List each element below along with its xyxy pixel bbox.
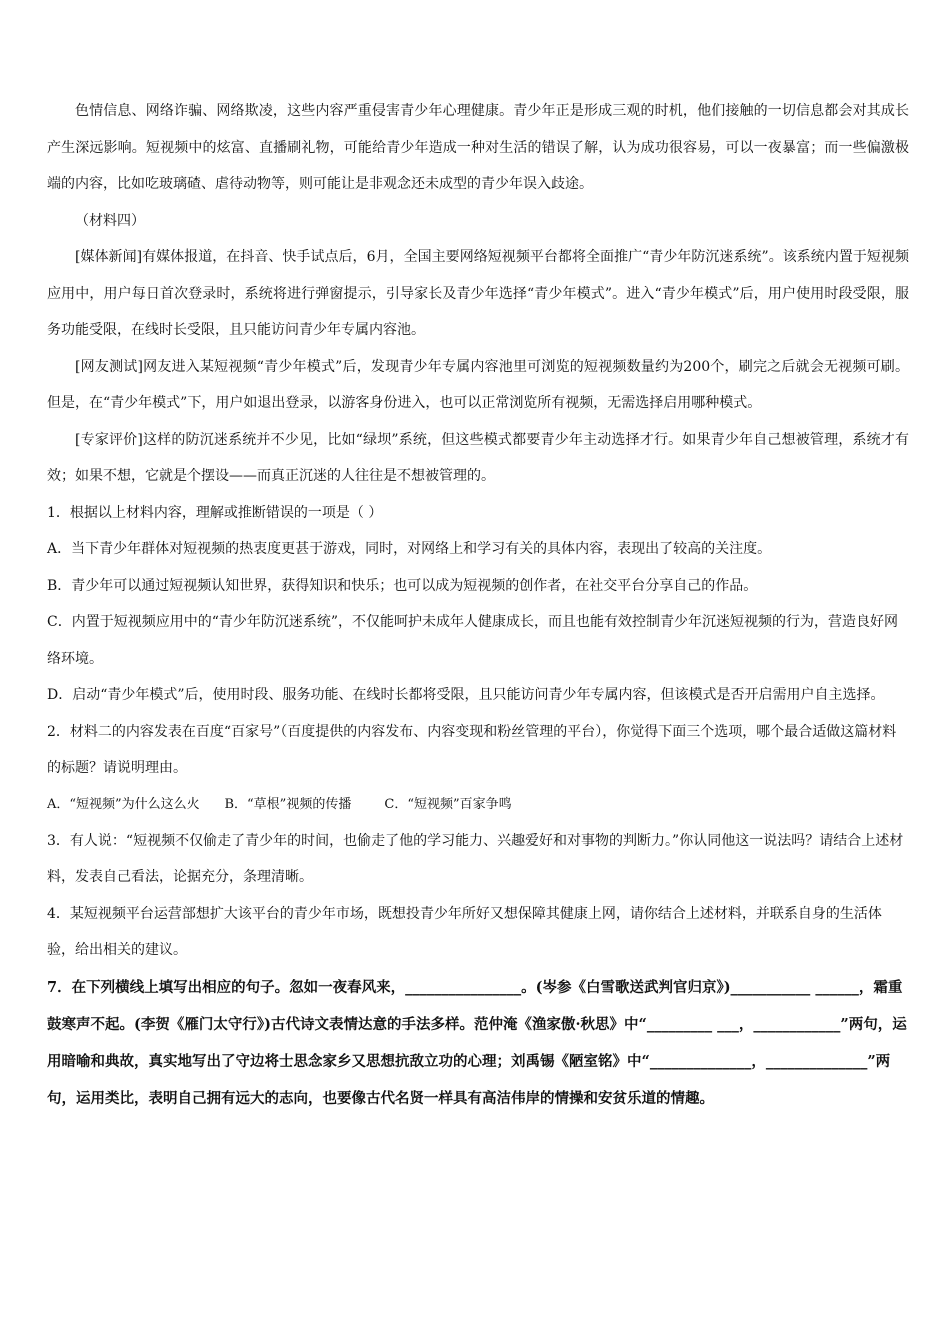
netizen-test-paragraph: [网友测试]网友进入某短视频“青少年模式”后，发现青少年专属内容池里可浏览的短视频数量约为200个，刷完之后就会无视频可刷。但是，在“青少年模式”下，用户如退出登录，以游客身份进入，也可以正常浏览所有视频，无需选择启用哪种模式。 [47, 358, 909, 411]
question-1-stem: 1．根据以上材料内容，理解或推断错误的一项是（ ） [47, 504, 383, 521]
expert-review-paragraph: [专家评价]这样的防沉迷系统并不少见，比如“绿坝”系统，但这些模式都要青少年主动选择才行。如果青少年自己想被管理，系统才有效；如果不想，它就是个摆设——而真正沉迷的人往往是不想被管理的。 [47, 431, 909, 484]
question-1-option-b: B．青少年可以通过短视频认知世界，获得知识和快乐；也可以成为短视频的创作者，在社交平台分享自己的作品。 [47, 577, 758, 594]
material-3-tail: 色情信息、网络诈骗、网络欺凌，这些内容严重侵害青少年心理健康。青少年正是形成三观的时机，他们接触的一切信息都会对其成长产生深远影响。短视频中的炫富、直播刷礼物，可能给青少年造成一种对生活的错误了解，认为成功很容易，可以一夜暴富；而一些偏激极端的内容，比如吃玻璃碴、虐待动物等，则可能让是非观念还未成型的青少年误入歧途。 [47, 103, 909, 192]
document-page [47, 93, 909, 1117]
question-3: 3．有人说：“短视频不仅偷走了青少年的时间，也偷走了他的学习能力、兴趣爱好和对事物的判断力。”你认同他这一说法吗？请结合上述材料，发表自己看法，论据充分，条理清晰。 [47, 832, 904, 885]
media-news-paragraph: [媒体新闻]有媒体报道，在抖音、快手试点后，6月，全国主要网络短视频平台都将全面推广“青少年防沉迷系统”。该系统内置于短视频应用中，用户每日首次登录时，系统将进行弹窗提示，引导家长及青少年选择“青少年模式”。进入“青少年模式”后，用户使用时段受限，服务功能受限，在线时长受限，且只能访问青少年专属内容池。 [47, 249, 909, 338]
question-2-stem: 2．材料二的内容发表在百度“百家号”（百度提供的内容发布、内容变现和粉丝管理的平台），你觉得下面三个选项，哪个最合适做这篇材料的标题？请说明理由。 [47, 723, 897, 776]
question-1-option-c: C．内置于短视频应用中的“青少年防沉迷系统”，不仅能呵护未成年人健康成长，而且也能有效控制青少年沉迷短视频的行为，营造良好网络环境。 [47, 614, 899, 667]
question-2-options: A．“短视频”为什么这么火 B．“草根”视频的传播 C．“短视频”百家争鸣 [47, 796, 512, 812]
question-1-option-d: D．启动“青少年模式”后，使用时段、服务功能、在线时长都将受限，且只能访问青少年专属内容，但该模式是否开启需用户自主选择。 [47, 687, 885, 703]
question-1-option-a: A．当下青少年群体对短视频的热衷度更甚于游戏，同时，对网络上和学习有关的具体内容，表现出了较高的关注度。 [47, 541, 772, 557]
question-4: 4．某短视频平台运营部想扩大该平台的青少年市场，既想投青少年所好又想保障其健康上网，请你结合上述材料，并联系自身的生活体验，给出相关的建议。 [47, 905, 882, 958]
material-4-label: （材料四） [75, 212, 145, 229]
question-7: 7．在下列横线上填写出相应的句子。忽如一夜春风来，________________。(岑参《白雪歌送武判官归京》)___________ ______，霜重鼓寒声不起。(李贺《雁门太守行》)古代诗文表情达意的手法多样。范仲淹《渔家傲·秋思》中“_________ ___，____________”两句，运用暗喻和典故，真实地写出了守边将士思念家乡又思想抗敌立功的心理；刘禹锡《陋室铭》中“______________，______________”两句，运用类比，表明自己拥有远大的志向，也要像古代名贤一样具有高洁伟岸的情操和安贫乐道的情趣。 [47, 978, 907, 1107]
